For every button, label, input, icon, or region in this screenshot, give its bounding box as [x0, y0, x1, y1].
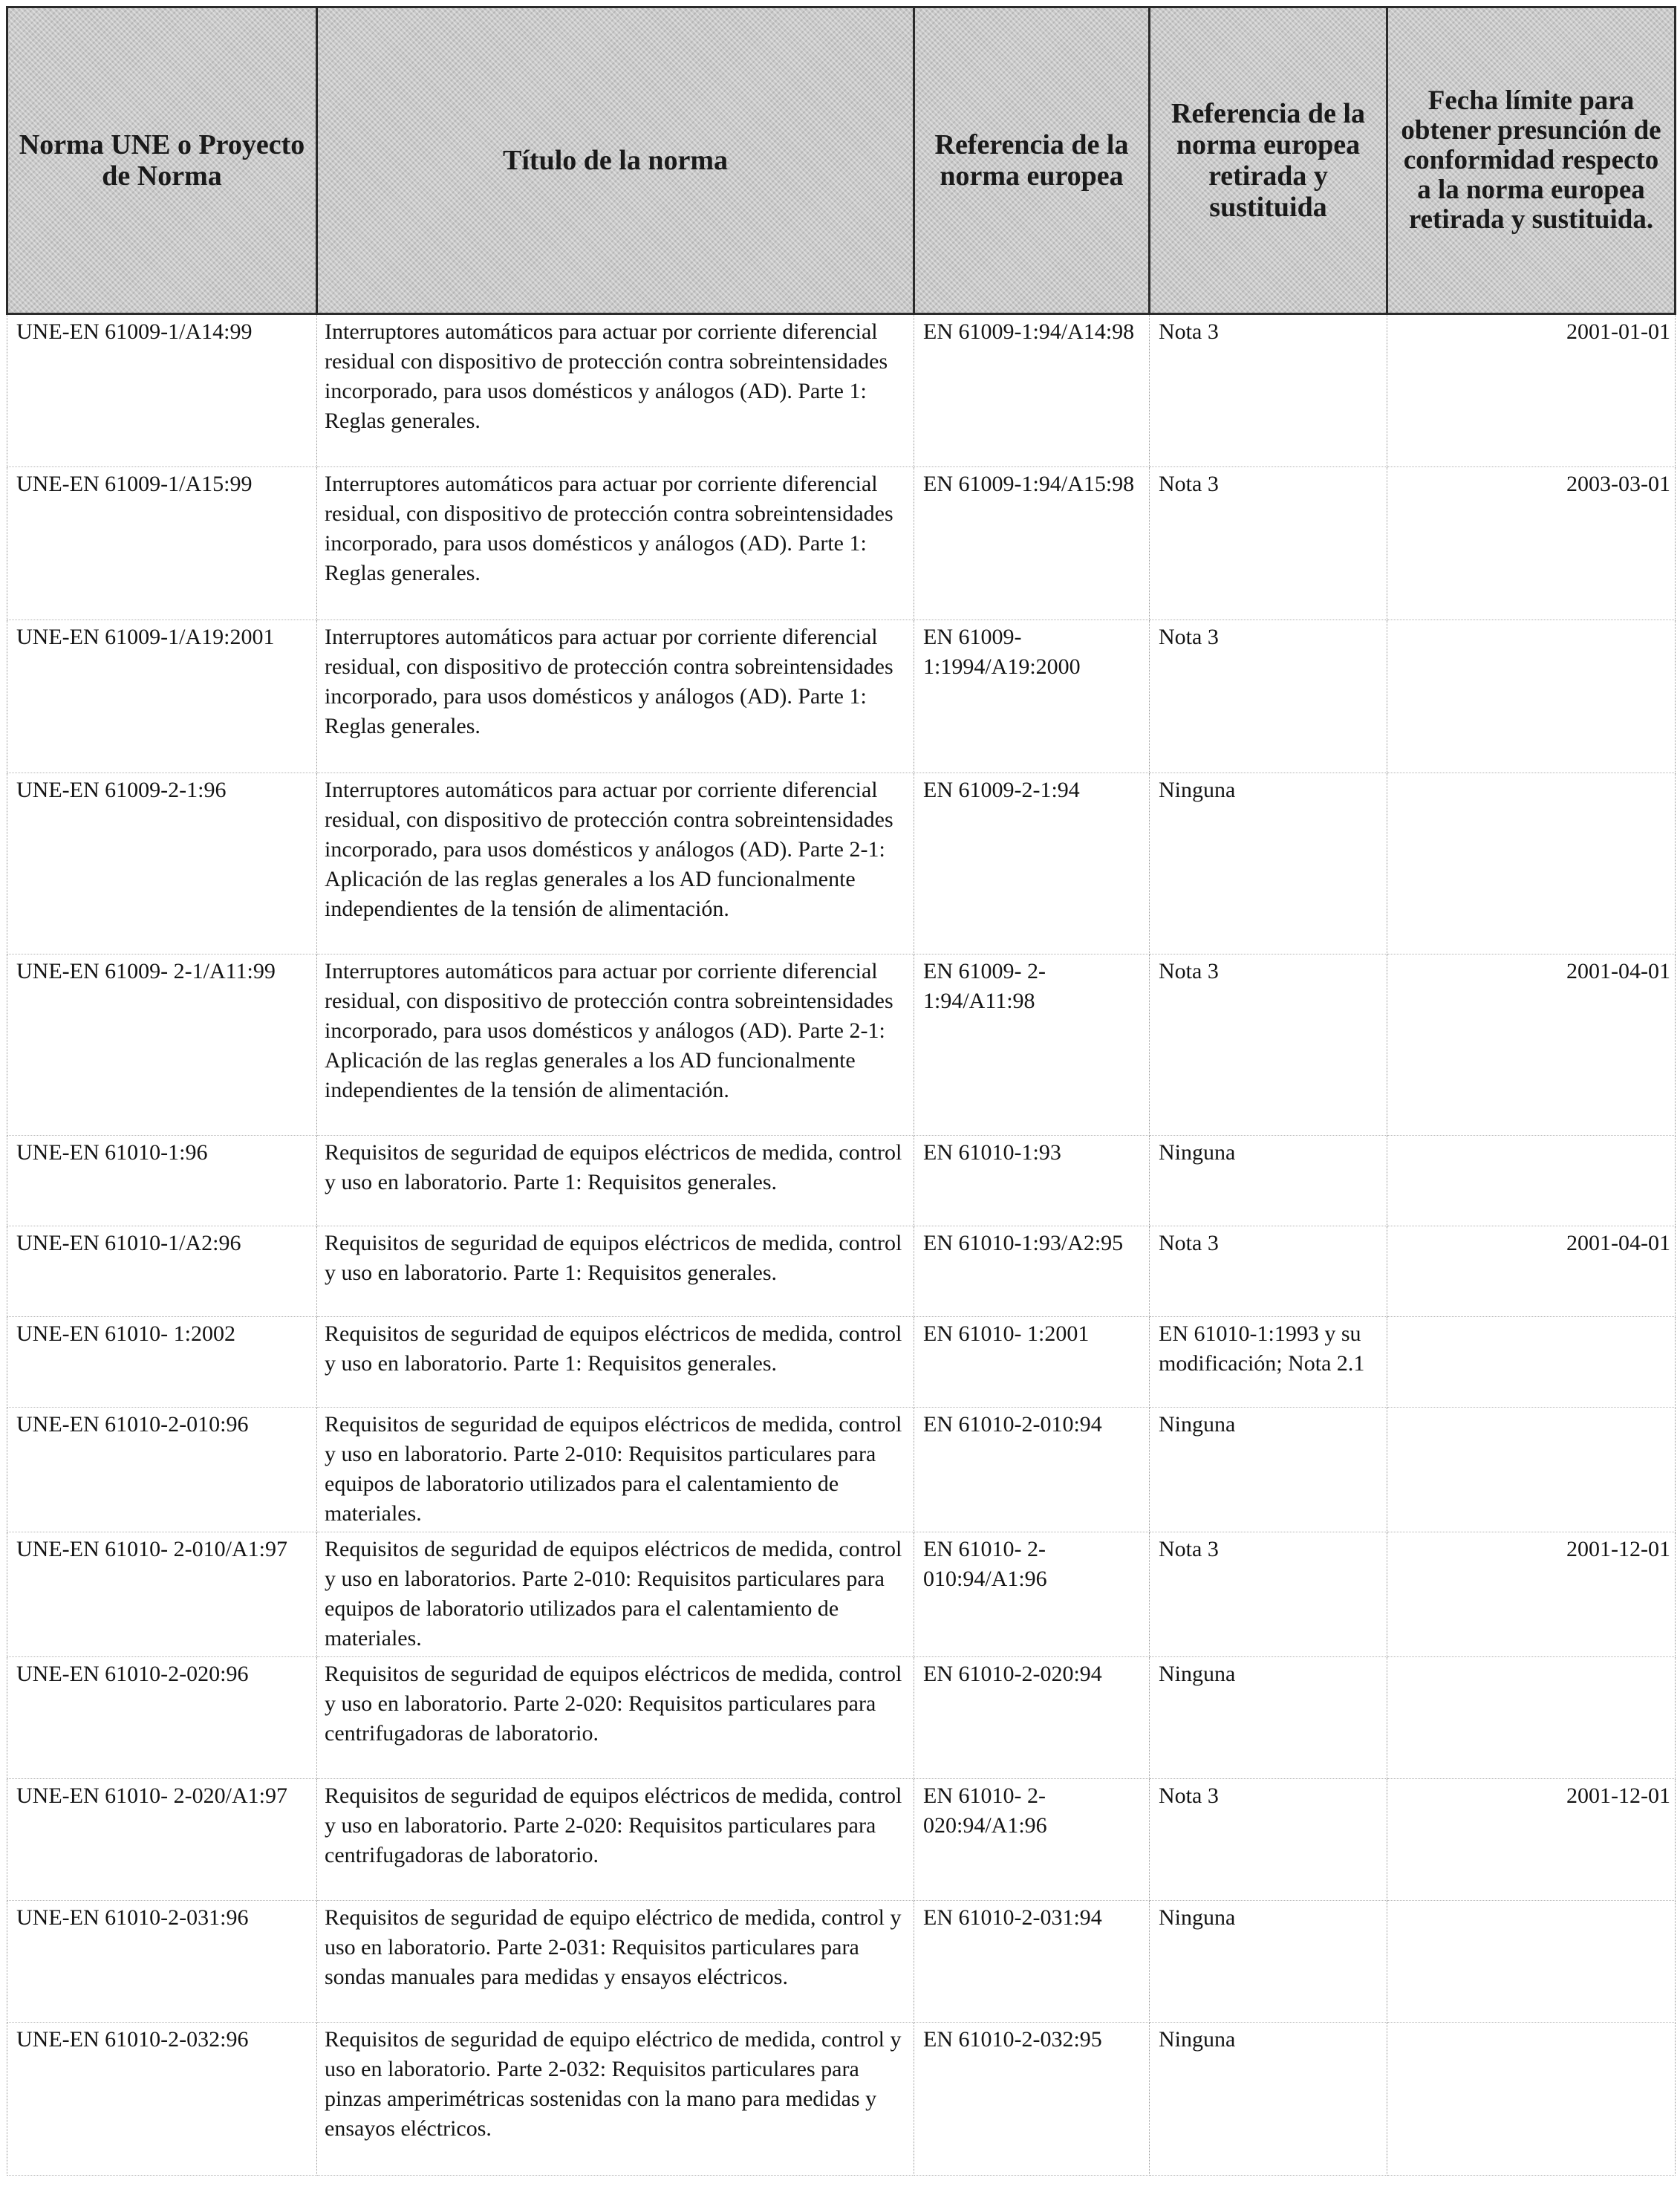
cell-referencia: EN 61010-1:93 [914, 1136, 1150, 1226]
table-row [7, 2023, 1676, 2176]
cell-referencia: EN 61010-2-020:94 [914, 1657, 1150, 1779]
cell-norma: UNE-EN 61010-1/A2:96 [7, 1226, 317, 1317]
cell-titulo: Requisitos de seguridad de equipos eléctricos de medida, control y uso en laboratorio. Parte 2-020: Requisitos particulares para centrifugadoras de laboratorio. [317, 1779, 914, 1901]
cell-referencia: EN 61010- 2-010:94/A1:96 [914, 1532, 1150, 1657]
table-row [7, 467, 1676, 620]
cell-titulo: Interruptores automáticos para actuar por corriente diferencial residual, con dispositivo de protección contra sobreintensidades incorporado, para usos domésticos y análogos (AD). Parte 1: Reglas generales. [317, 467, 914, 620]
cell-titulo: Requisitos de seguridad de equipos eléctricos de medida, control y uso en laboratorio. Parte 1: Requisitos generales. [317, 1226, 914, 1317]
table-row [7, 1657, 1676, 1779]
header-row [7, 7, 1676, 314]
cell-fecha [1387, 773, 1676, 954]
cell-referencia: EN 61010-2-010:94 [914, 1408, 1150, 1532]
cell-retirada: Ninguna [1150, 1136, 1387, 1226]
cell-retirada: Ninguna [1150, 1901, 1387, 2023]
cell-titulo: Interruptores automáticos para actuar por corriente diferencial residual con dispositivo de protección contra sobreintensidades incorporado, para usos domésticos y análogos (AD). Parte 1: Reglas generales. [317, 314, 914, 467]
cell-norma: UNE-EN 61009- 2-1/A11:99 [7, 954, 317, 1136]
table-row [7, 1532, 1676, 1657]
cell-retirada: Ninguna [1150, 1657, 1387, 1779]
header-retirada: Referencia de la norma europea retirada y sustituida [1150, 7, 1387, 314]
table-header [7, 7, 1676, 314]
table-row [7, 773, 1676, 954]
cell-retirada: Nota 3 [1150, 954, 1387, 1136]
cell-retirada: Nota 3 [1150, 1226, 1387, 1317]
cell-fecha [1387, 620, 1676, 773]
cell-norma: UNE-EN 61010-2-010:96 [7, 1408, 317, 1532]
header-referencia: Referencia de la norma europea [914, 7, 1150, 314]
table-row [7, 1136, 1676, 1226]
cell-referencia: EN 61009-1:94/A14:98 [914, 314, 1150, 467]
cell-fecha [1387, 1657, 1676, 1779]
cell-retirada: Ninguna [1150, 1408, 1387, 1532]
cell-norma: UNE-EN 61010- 2-010/A1:97 [7, 1532, 317, 1657]
cell-retirada: Nota 3 [1150, 1779, 1387, 1901]
cell-titulo: Requisitos de seguridad de equipos eléctricos de medida, control y uso en laboratorios. Parte 2-010: Requisitos particulares para equipos de laboratorio utilizados para el calentamiento de materiales. [317, 1532, 914, 1657]
cell-fecha [1387, 1901, 1676, 2023]
cell-norma: UNE-EN 61010-2-020:96 [7, 1657, 317, 1779]
cell-referencia: EN 61009- 2-1:94/A11:98 [914, 954, 1150, 1136]
cell-norma: UNE-EN 61009-2-1:96 [7, 773, 317, 954]
cell-norma: UNE-EN 61010-2-031:96 [7, 1901, 317, 2023]
cell-referencia: EN 61010-1:93/A2:95 [914, 1226, 1150, 1317]
cell-fecha: 2001-12-01 [1387, 1779, 1676, 1901]
cell-referencia: EN 61009-1:94/A15:98 [914, 467, 1150, 620]
cell-norma: UNE-EN 61010- 1:2002 [7, 1317, 317, 1408]
cell-norma: UNE-EN 61009-1/A15:99 [7, 467, 317, 620]
cell-referencia: EN 61010- 1:2001 [914, 1317, 1150, 1408]
cell-norma: UNE-EN 61010-1:96 [7, 1136, 317, 1226]
cell-retirada: Ninguna [1150, 2023, 1387, 2176]
standards-table [6, 6, 1676, 2176]
cell-norma: UNE-EN 61009-1/A19:2001 [7, 620, 317, 773]
cell-titulo: Requisitos de seguridad de equipo eléctrico de medida, control y uso en laboratorio. Parte 2-031: Requisitos particulares para sondas manuales para medidas y ensayos eléctricos. [317, 1901, 914, 2023]
cell-retirada: Ninguna [1150, 773, 1387, 954]
cell-fecha: 2001-04-01 [1387, 954, 1676, 1136]
cell-referencia: EN 61010- 2-020:94/A1:96 [914, 1779, 1150, 1901]
table-row [7, 314, 1676, 467]
table-row [7, 1317, 1676, 1408]
table-row [7, 1779, 1676, 1901]
cell-titulo: Requisitos de seguridad de equipos eléctricos de medida, control y uso en laboratorio. Parte 1: Requisitos generales. [317, 1317, 914, 1408]
cell-fecha: 2001-12-01 [1387, 1532, 1676, 1657]
cell-titulo: Interruptores automáticos para actuar por corriente diferencial residual, con dispositivo de protección contra sobreintensidades incorporado, para usos domésticos y análogos (AD). Parte 2-1: Aplicación de las reglas generales a los AD funcionalmente independientes de la tensión de alimentación. [317, 773, 914, 954]
cell-titulo: Requisitos de seguridad de equipos eléctricos de medida, control y uso en laboratorio. Parte 2-010: Requisitos particulares para equipos de laboratorio utilizados para el calentamiento de materiales. [317, 1408, 914, 1532]
cell-fecha: 2001-01-01 [1387, 314, 1676, 467]
cell-retirada: Nota 3 [1150, 467, 1387, 620]
cell-retirada: Nota 3 [1150, 620, 1387, 773]
cell-retirada: Nota 3 [1150, 1532, 1387, 1657]
cell-referencia: EN 61009-1:1994/A19:2000 [914, 620, 1150, 773]
cell-titulo: Requisitos de seguridad de equipos eléctricos de medida, control y uso en laboratorio. Parte 1: Requisitos generales. [317, 1136, 914, 1226]
cell-fecha [1387, 1136, 1676, 1226]
table-body [7, 314, 1676, 2176]
cell-fecha: 2003-03-01 [1387, 467, 1676, 620]
header-norma: Norma UNE o Proyecto de Norma [7, 7, 317, 314]
table-row [7, 1901, 1676, 2023]
cell-norma: UNE-EN 61010-2-032:96 [7, 2023, 317, 2176]
cell-norma: UNE-EN 61010- 2-020/A1:97 [7, 1779, 317, 1901]
cell-retirada: EN 61010-1:1993 y su modificación; Nota 2.1 [1150, 1317, 1387, 1408]
table-row [7, 954, 1676, 1136]
table-row [7, 1226, 1676, 1317]
cell-fecha [1387, 2023, 1676, 2176]
cell-fecha [1387, 1408, 1676, 1532]
cell-titulo: Interruptores automáticos para actuar por corriente diferencial residual, con dispositivo de protección contra sobreintensidades incorporado, para usos domésticos y análogos (AD). Parte 2-1: Aplicación de las reglas generales a los AD funcionalmente independientes de la tensión de alimentación. [317, 954, 914, 1136]
header-titulo: Título de la norma [317, 7, 914, 314]
table-row [7, 1408, 1676, 1532]
cell-titulo: Interruptores automáticos para actuar por corriente diferencial residual, con dispositivo de protección contra sobreintensidades incorporado, para usos domésticos y análogos (AD). Parte 1: Reglas generales. [317, 620, 914, 773]
cell-fecha: 2001-04-01 [1387, 1226, 1676, 1317]
cell-referencia: EN 61010-2-031:94 [914, 1901, 1150, 2023]
cell-referencia: EN 61009-2-1:94 [914, 773, 1150, 954]
cell-titulo: Requisitos de seguridad de equipos eléctricos de medida, control y uso en laboratorio. Parte 2-020: Requisitos particulares para centrifugadoras de laboratorio. [317, 1657, 914, 1779]
table-row [7, 620, 1676, 773]
cell-norma: UNE-EN 61009-1/A14:99 [7, 314, 317, 467]
cell-fecha [1387, 1317, 1676, 1408]
cell-retirada: Nota 3 [1150, 314, 1387, 467]
cell-titulo: Requisitos de seguridad de equipo eléctrico de medida, control y uso en laboratorio. Parte 2-032: Requisitos particulares para pinzas amperimétricas sostenidas con la mano para medidas y ensayos eléctricos. [317, 2023, 914, 2176]
header-fecha: Fecha límite para obtener presunción de conformidad respecto a la norma europea retirada y sustituida. [1387, 7, 1676, 314]
cell-referencia: EN 61010-2-032:95 [914, 2023, 1150, 2176]
